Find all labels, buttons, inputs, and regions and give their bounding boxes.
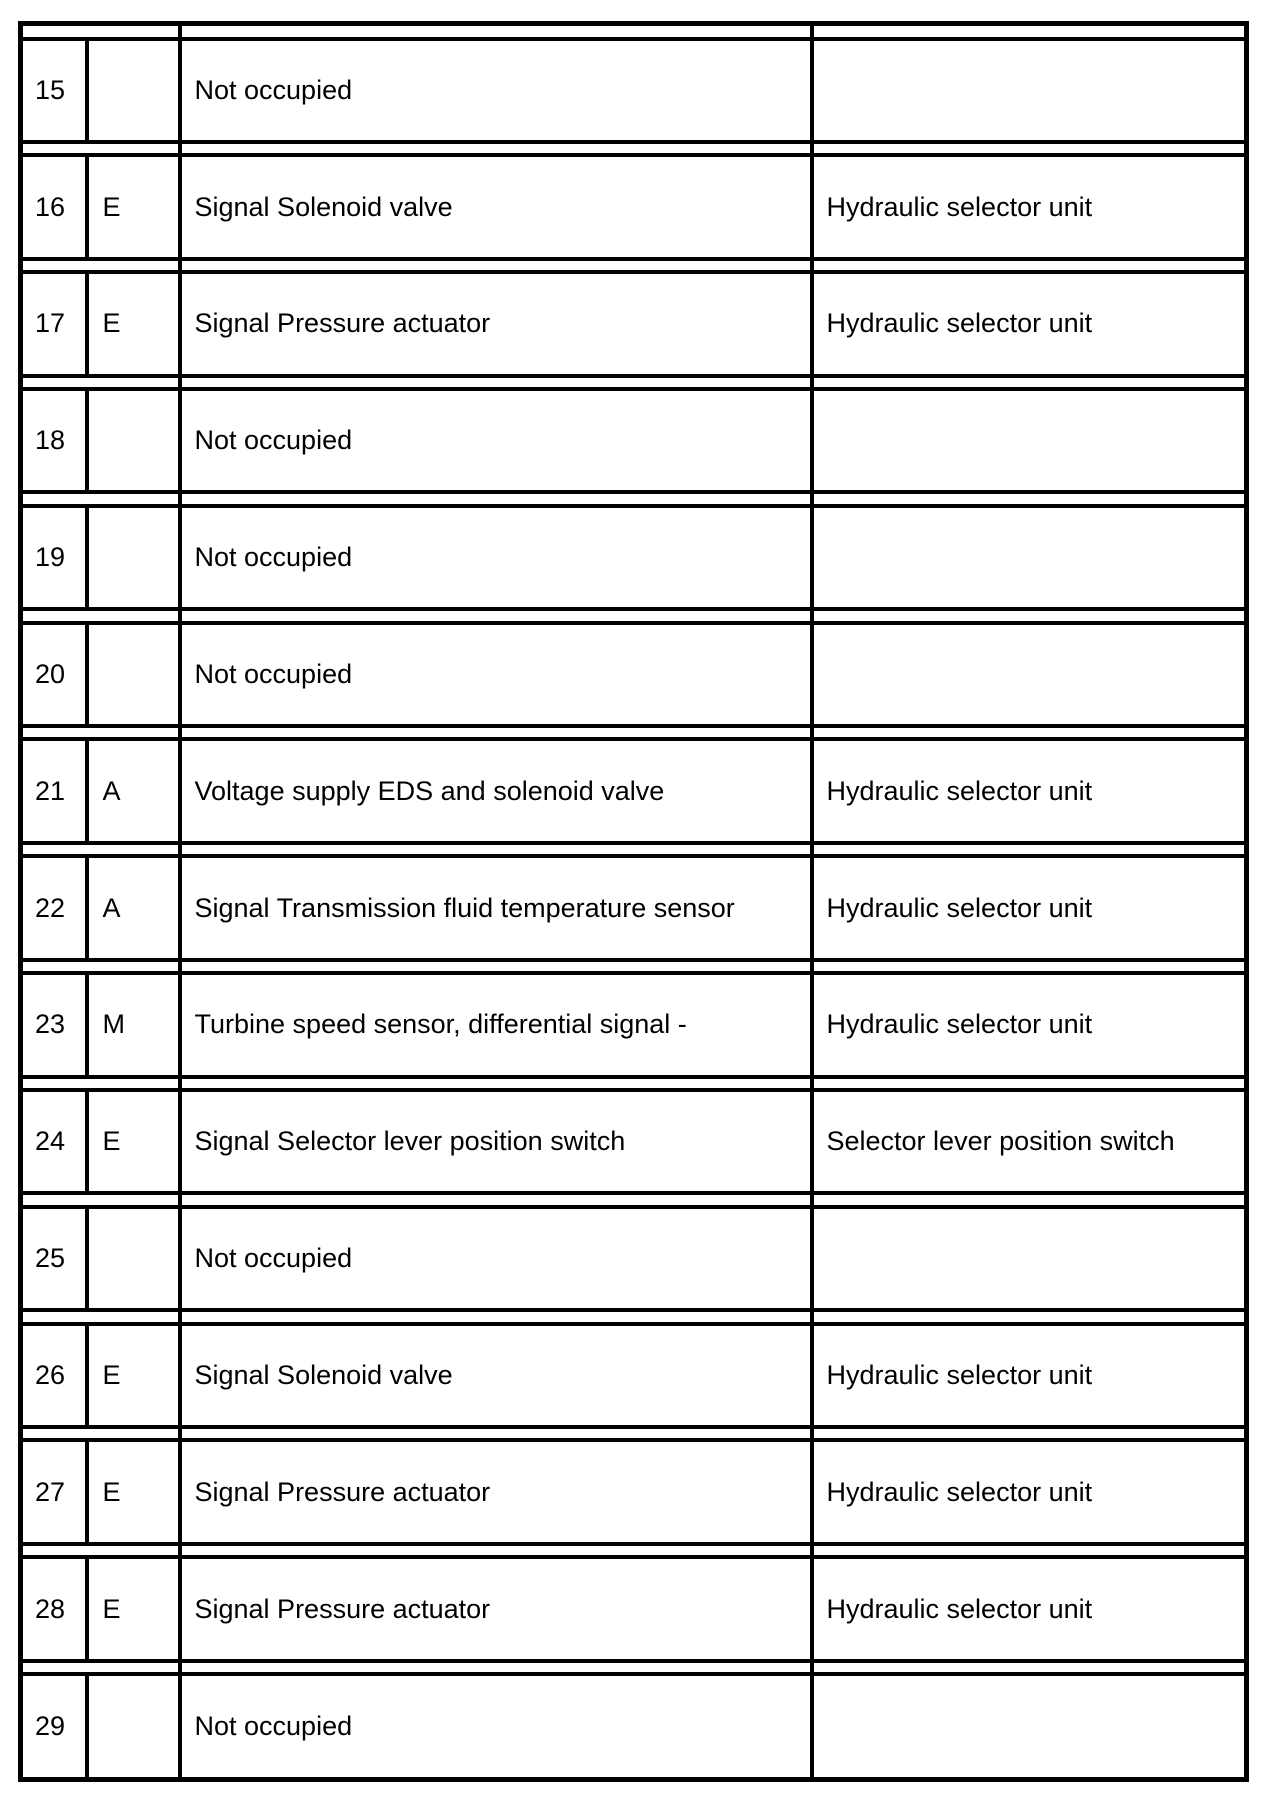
spacer-cell [21,259,180,272]
component-location-cell [812,39,1247,142]
spacer-cell [21,726,180,739]
pin-row [21,1090,1247,1193]
pin-number-cell: 17 [21,272,87,375]
signal-description-cell: Signal Solenoid valve [180,1324,812,1427]
pin-number-cell: 18 [21,389,87,492]
component-location-cell [812,506,1247,609]
spacer-cell [812,24,1247,39]
spacer-cell [812,960,1247,973]
pin-table-body [21,24,1247,1780]
spacer-row [21,1193,1247,1206]
signal-description-cell: Signal Transmission fluid temperature sensor [180,856,812,959]
connector-type-cell [87,1674,180,1779]
connector-type-cell: E [87,1557,180,1660]
spacer-row [21,376,1247,389]
pin-assignment-table [18,21,1249,1782]
pin-number-cell: 19 [21,506,87,609]
pin-number-cell: 22 [21,856,87,959]
pin-number-cell: 23 [21,973,87,1076]
pin-row [21,856,1247,959]
pin-number-cell: 15 [21,39,87,142]
spacer-cell [180,1427,812,1440]
signal-description-cell: Voltage supply EDS and solenoid valve [180,739,812,842]
signal-description-cell: Signal Solenoid valve [180,155,812,258]
connector-type-cell [87,39,180,142]
spacer-cell [812,843,1247,856]
pin-number-cell: 25 [21,1207,87,1310]
pin-row [21,272,1247,375]
spacer-cell [180,376,812,389]
spacer-cell [21,1544,180,1557]
spacer-cell [812,259,1247,272]
pin-row [21,39,1247,142]
spacer-cell [812,1661,1247,1674]
spacer-cell [21,960,180,973]
component-location-cell: Hydraulic selector unit [812,1557,1247,1660]
connector-type-cell: E [87,1324,180,1427]
signal-description-cell: Not occupied [180,506,812,609]
spacer-row [21,843,1247,856]
component-location-cell: Hydraulic selector unit [812,155,1247,258]
spacer-cell [180,259,812,272]
spacer-row [21,259,1247,272]
spacer-cell [21,1077,180,1090]
spacer-cell [21,1310,180,1323]
pin-row [21,1674,1247,1779]
spacer-cell [812,726,1247,739]
connector-type-cell: A [87,739,180,842]
component-location-cell: Hydraulic selector unit [812,739,1247,842]
spacer-cell [21,609,180,622]
pin-row [21,389,1247,492]
spacer-cell [180,24,812,39]
spacer-cell [180,843,812,856]
signal-description-cell: Signal Pressure actuator [180,1440,812,1543]
spacer-row [21,609,1247,622]
spacer-cell [180,609,812,622]
spacer-cell [21,492,180,505]
component-location-cell: Hydraulic selector unit [812,1440,1247,1543]
component-location-cell [812,389,1247,492]
signal-description-cell: Not occupied [180,39,812,142]
spacer-row [21,726,1247,739]
connector-type-cell: E [87,272,180,375]
pin-row [21,155,1247,258]
signal-description-cell: Signal Pressure actuator [180,1557,812,1660]
spacer-cell [812,142,1247,155]
spacer-cell [21,1427,180,1440]
pin-row [21,1324,1247,1427]
pin-row [21,1207,1247,1310]
connector-type-cell: A [87,856,180,959]
spacer-row [21,1427,1247,1440]
connector-type-cell: E [87,1090,180,1193]
component-location-cell: Hydraulic selector unit [812,1324,1247,1427]
connector-type-cell [87,506,180,609]
signal-description-cell: Not occupied [180,1674,812,1779]
connector-type-cell [87,1207,180,1310]
signal-description-cell: Not occupied [180,389,812,492]
spacer-cell [812,1193,1247,1206]
connector-type-cell: M [87,973,180,1076]
spacer-cell [180,1193,812,1206]
spacer-cell [180,492,812,505]
spacer-cell [21,142,180,155]
spacer-cell [812,376,1247,389]
component-location-cell: Hydraulic selector unit [812,856,1247,959]
pin-number-cell: 21 [21,739,87,842]
spacer-row [21,1310,1247,1323]
spacer-cell [21,24,180,39]
spacer-row [21,142,1247,155]
spacer-row [21,1077,1247,1090]
component-location-cell [812,623,1247,726]
signal-description-cell: Signal Pressure actuator [180,272,812,375]
pin-row [21,623,1247,726]
spacer-cell [812,492,1247,505]
spacer-cell [812,1544,1247,1557]
pin-row [21,1557,1247,1660]
pin-row [21,506,1247,609]
pin-row [21,973,1247,1076]
pin-number-cell: 28 [21,1557,87,1660]
component-location-cell: Selector lever position switch [812,1090,1247,1193]
spacer-cell [180,1310,812,1323]
pin-row [21,1440,1247,1543]
spacer-cell [812,1077,1247,1090]
signal-description-cell: Not occupied [180,623,812,726]
component-location-cell: Hydraulic selector unit [812,973,1247,1076]
signal-description-cell: Not occupied [180,1207,812,1310]
spacer-row [21,24,1247,39]
pin-number-cell: 29 [21,1674,87,1779]
component-location-cell: Hydraulic selector unit [812,272,1247,375]
spacer-cell [180,1544,812,1557]
spacer-cell [180,142,812,155]
spacer-cell [21,843,180,856]
spacer-cell [180,960,812,973]
spacer-row [21,492,1247,505]
spacer-cell [812,609,1247,622]
spacer-cell [812,1427,1247,1440]
spacer-row [21,960,1247,973]
pin-number-cell: 24 [21,1090,87,1193]
spacer-cell [21,1193,180,1206]
spacer-cell [180,1077,812,1090]
spacer-cell [21,1661,180,1674]
connector-type-cell: E [87,1440,180,1543]
signal-description-cell: Signal Selector lever position switch [180,1090,812,1193]
pin-number-cell: 27 [21,1440,87,1543]
pin-number-cell: 26 [21,1324,87,1427]
spacer-cell [180,1661,812,1674]
pin-row [21,739,1247,842]
component-location-cell [812,1207,1247,1310]
pin-number-cell: 20 [21,623,87,726]
spacer-row [21,1661,1247,1674]
spacer-row [21,1544,1247,1557]
signal-description-cell: Turbine speed sensor, differential signal - [180,973,812,1076]
pin-number-cell: 16 [21,155,87,258]
component-location-cell [812,1674,1247,1779]
spacer-cell [180,726,812,739]
connector-type-cell: E [87,155,180,258]
connector-type-cell [87,389,180,492]
spacer-cell [21,376,180,389]
connector-type-cell [87,623,180,726]
spacer-cell [812,1310,1247,1323]
